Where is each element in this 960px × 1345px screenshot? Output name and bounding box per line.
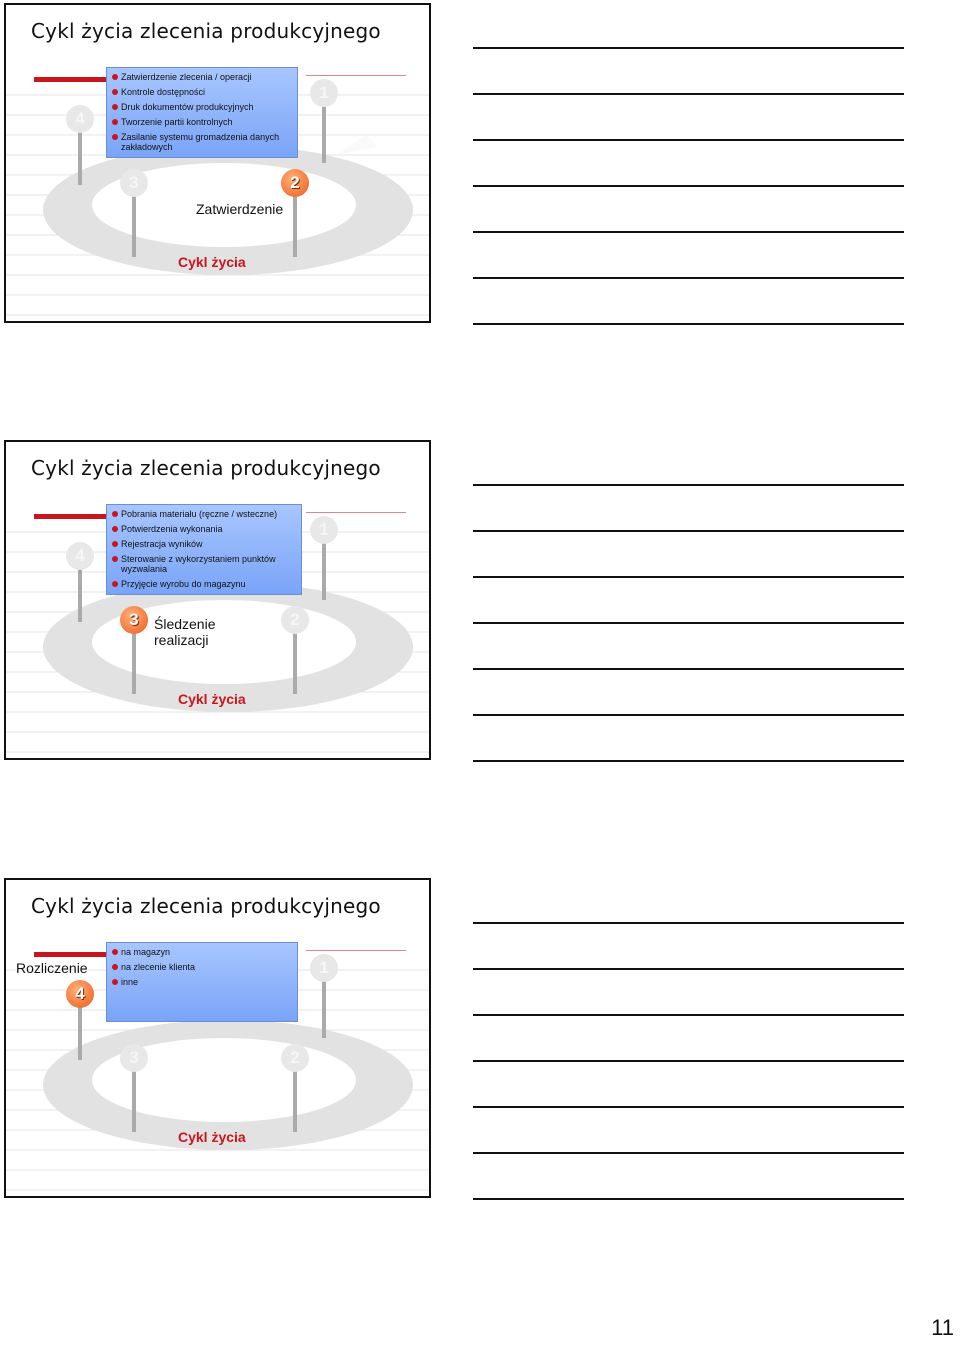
accent-bar	[34, 77, 114, 82]
bullet-list	[107, 943, 297, 992]
note-line	[473, 714, 904, 716]
info-box	[106, 942, 298, 1022]
slide-title: Cykl życia zlecenia produkcyjnego	[31, 894, 381, 918]
bullet-icon	[112, 119, 118, 125]
note-line	[473, 1198, 904, 1200]
accent-line	[306, 512, 406, 513]
step-label: Zatwierdzenie	[196, 201, 284, 217]
step-4-marker: 4	[66, 542, 94, 570]
bullet-item: inne	[112, 977, 294, 987]
bullet-icon	[112, 581, 118, 587]
bullet-item: Rejestracja wyników	[112, 539, 298, 549]
step-1-marker: 1	[310, 79, 338, 107]
step-1-marker: 1	[310, 516, 338, 544]
step-3-marker: 3	[120, 1044, 148, 1072]
step-4-marker-active: 4	[66, 980, 94, 1008]
bullet-icon	[112, 949, 118, 955]
cycle-label: Cykl życia	[178, 254, 246, 270]
bullet-item: Potwierdzenia wykonania	[112, 524, 298, 534]
note-line	[473, 922, 904, 924]
note-line	[473, 668, 904, 670]
accent-line	[306, 950, 406, 951]
note-line	[473, 968, 904, 970]
bullet-item: Druk dokumentów produkcyjnych	[112, 102, 294, 112]
bullet-item: Zatwierdzenie zlecenia / operacji	[112, 72, 294, 82]
bullet-icon	[112, 134, 118, 140]
cycle-label: Cykl życia	[178, 1129, 246, 1145]
step-2-marker: 2	[281, 606, 309, 634]
cycle-label: Cykl życia	[178, 691, 246, 707]
step-label: Rozliczenie	[16, 960, 88, 976]
step-label: Śledzenie realizacji	[154, 616, 216, 648]
bullet-icon	[112, 979, 118, 985]
bullet-icon	[112, 526, 118, 532]
note-line	[473, 1060, 904, 1062]
bullet-item: na magazyn	[112, 947, 294, 957]
note-line	[473, 760, 904, 762]
note-line	[473, 1106, 904, 1108]
step-3-marker-active: 3	[120, 606, 148, 634]
bullet-icon	[112, 89, 118, 95]
bullet-icon	[112, 104, 118, 110]
slide-title: Cykl życia zlecenia produkcyjnego	[31, 19, 381, 43]
note-line	[473, 277, 904, 279]
note-line	[473, 530, 904, 532]
bullet-item: Pobrania materiału (ręczne / wsteczne)	[112, 509, 298, 519]
info-box	[106, 504, 302, 595]
step-2-marker: 2	[281, 1044, 309, 1072]
bullet-item: Zasilanie systemu gromadzenia danych zakładowych	[112, 132, 294, 152]
slide-1	[4, 3, 431, 323]
step-1-marker: 1	[310, 954, 338, 982]
note-line	[473, 185, 904, 187]
note-line	[473, 484, 904, 486]
bullet-item: Przyjęcie wyrobu do magazynu	[112, 579, 298, 589]
note-line	[473, 47, 904, 49]
bullet-item: na zlecenie klienta	[112, 962, 294, 972]
note-line	[473, 93, 904, 95]
note-line	[473, 1152, 904, 1154]
note-line	[473, 576, 904, 578]
step-4-marker: 4	[66, 105, 94, 133]
bullet-list	[107, 505, 301, 594]
page-number: 11	[931, 1315, 954, 1340]
slide-3	[4, 878, 431, 1198]
accent-bar	[34, 952, 114, 957]
note-line	[473, 323, 904, 325]
bullet-item: Kontrole dostępności	[112, 87, 294, 97]
step-3-marker: 3	[120, 169, 148, 197]
bullet-icon	[112, 556, 118, 562]
info-box	[106, 67, 298, 158]
bullet-icon	[112, 964, 118, 970]
note-line	[473, 231, 904, 233]
bullet-item: Sterowanie z wykorzystaniem punktów wyzwalania	[112, 554, 298, 574]
accent-bar	[34, 514, 114, 519]
bullet-icon	[112, 74, 118, 80]
cycle-diagram-graphic	[6, 442, 431, 760]
bullet-icon	[112, 511, 118, 517]
bullet-icon	[112, 541, 118, 547]
note-line	[473, 139, 904, 141]
slide-title: Cykl życia zlecenia produkcyjnego	[31, 456, 381, 480]
cycle-diagram-graphic	[6, 5, 431, 323]
note-line	[473, 622, 904, 624]
step-2-marker-active: 2	[281, 169, 309, 197]
cycle-diagram-graphic	[6, 880, 431, 1198]
bullet-list	[107, 68, 297, 157]
bullet-item: Tworzenie partii kontrolnych	[112, 117, 294, 127]
slide-2	[4, 440, 431, 760]
note-line	[473, 1014, 904, 1016]
accent-line	[306, 75, 406, 76]
